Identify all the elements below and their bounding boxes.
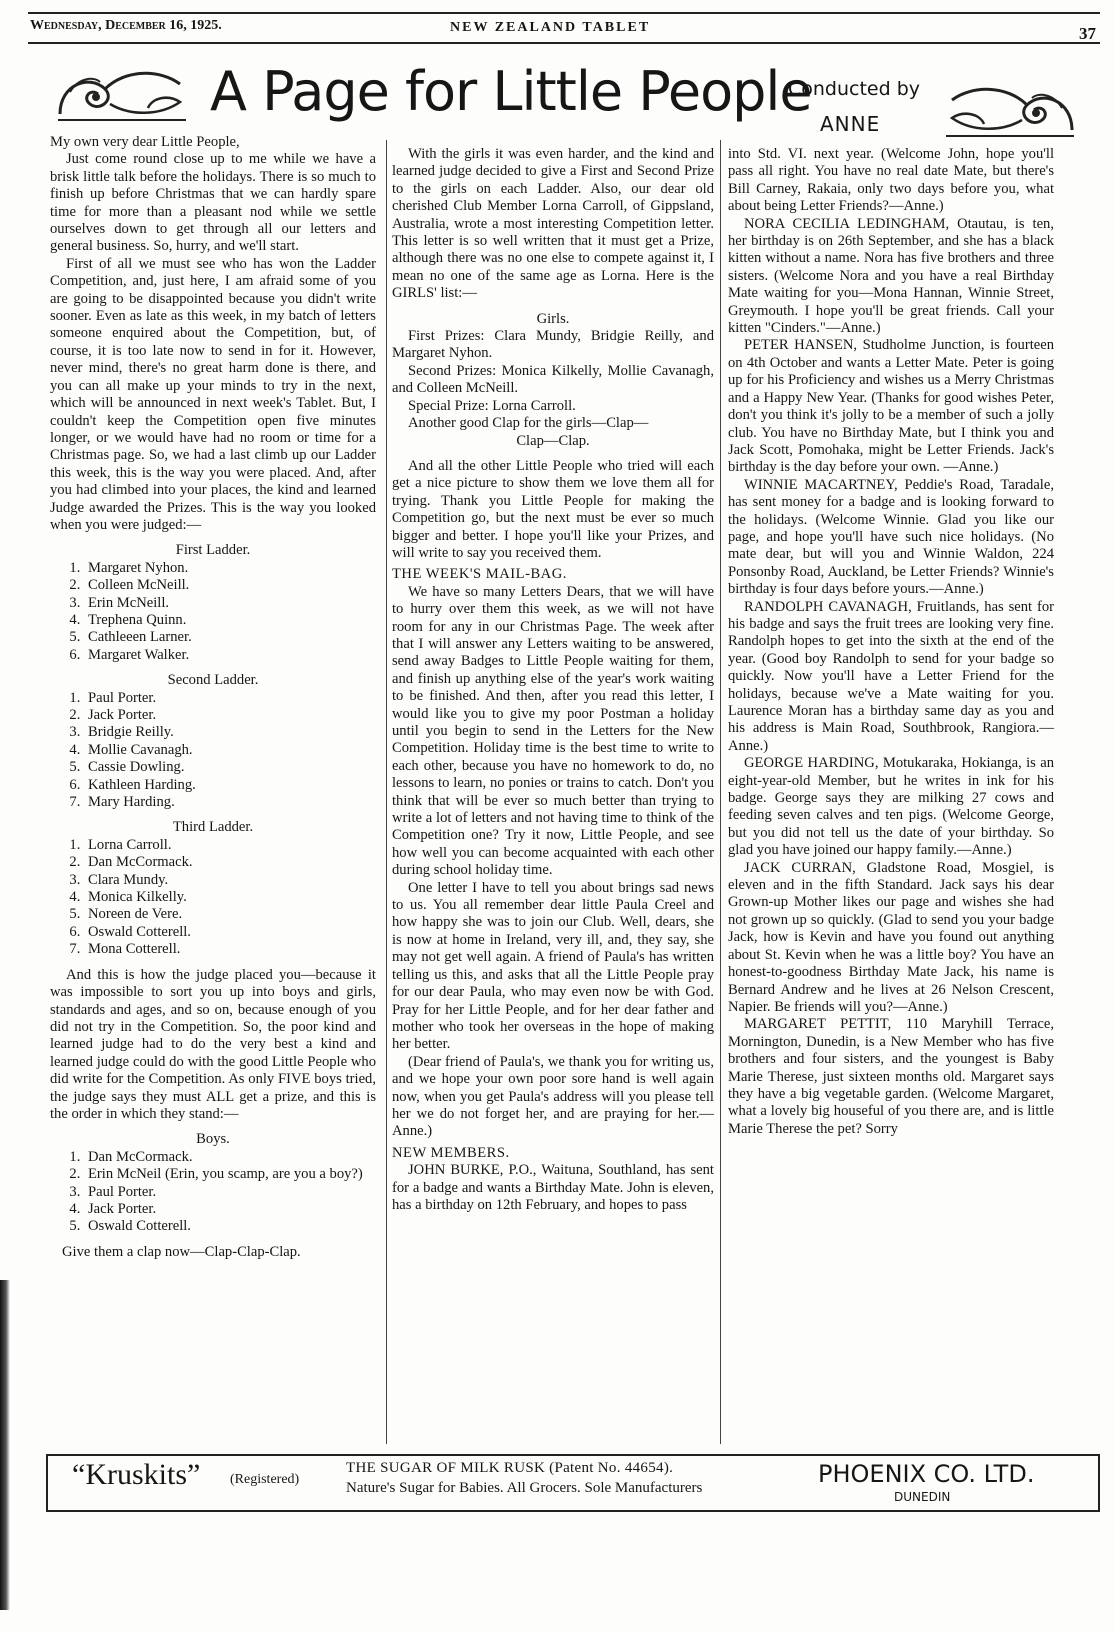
column-2: [392, 146, 714, 1214]
column-1: [50, 134, 376, 1261]
paragraph: NORA CECILIA LEDINGHAM, Otautau, is ten, her birthday is on 26th September, and she has a black kitten without a name. Nora has five brothers and three sisters. (Welcome Nora and you have a real Birthday Mate waiting for you—Mona Hannan, Winnie Street, Greymouth. I hope you'll be great friends. Call your kitten "Cinders."—Anne.): [728, 215, 1054, 337]
clap-line: Give them a clap now—Clap-Clap-Clap.: [62, 1243, 301, 1260]
list-item: 2. Erin McNeil (Erin, you scamp, are you a boy?): [84, 1166, 376, 1183]
list-item: 3. Bridgie Reilly.: [84, 724, 376, 741]
paragraph: MARGARET PETTIT, 110 Maryhill Terrace, Mornington, Dunedin, is a New Member who has five brothers and four sisters, and the youngest is Baby Marie Therese, just sixteen months old. Margaret says they have a big vegetable garden. (Welcome Margaret, what a lovely big houseful of you there are, and is little Marie Therese the pet? Sorry: [728, 1016, 1054, 1137]
list-item: 7. Mary Harding.: [84, 794, 376, 811]
paragraph: With the girls it was even harder, and the kind and learned judge decided to give a First and Second Prize to the girls on each Ladder. Also, our dear old cherished Club Member Lorna Carroll, of Gippsland, Australia, wrote a most interesting Competition letter. This letter is so well written that it must get a Prize, although there was no one else to compete against it, I mean no one of the same age as Lorna. Here is the GIRLS' list:—: [392, 146, 714, 302]
new-members-heading: NEW MEMBERS.: [392, 1144, 510, 1161]
kruskits-advert: [46, 1454, 1100, 1512]
list-item: 3. Clara Mundy.: [84, 872, 376, 889]
second-prizes: Second Prizes: Monica Kilkelly, Mollie Cavanagh, and Colleen McNeill.: [392, 362, 714, 397]
editor-name: ANNE: [820, 112, 881, 136]
list-item: 4. Jack Porter.: [84, 1201, 376, 1218]
page-edge-shadow: [0, 1280, 10, 1610]
scroll-ornament-left-icon: [50, 64, 190, 124]
list-item: 2. Jack Porter.: [84, 707, 376, 724]
paragraph: First of all we must see who has won the Ladder Competition, and, just here, I am afraid some of you are going to be disappointed because you didn't write sooner. Even as late as this week, in my batch of letters someone enquired about the Competition, but, of course, it is too late now to send in for it. However, never mind, there's no great harm done is there, and you can all make up your minds to try in the next, which will be announced in next week's Tablet. But, I couldn't keep the Competition open five minutes longer, or we would have had no room or time for a Christmas page. So, we had a last climb up our Ladder this week, this is the way you were placed. And, after you had climbed into your places, the kind and learned Judge awarded the Prizes. This is the way you looked when you were judged:—: [50, 255, 376, 533]
advert-line-1: THE SUGAR OF MILK RUSK (Patent No. 44654).: [346, 1460, 674, 1476]
paragraph: And this is how the judge placed you—because it was impossible to sort you up into boys and girls, standards and ages, and so on, because enough of you did not try in the Competition. So, the poor kind and learned judge had to do the very best a kind and learned judge could do with the good Little People who did write for the Competition. As only FIVE boys tried, the judge says they must ALL get a prize, and this is the order in which they stand:—: [50, 966, 376, 1122]
first-ladder-list: [50, 560, 376, 664]
list-item: 5. Noreen de Vere.: [84, 906, 376, 923]
paper-name: NEW ZEALAND TABLET: [450, 20, 651, 35]
column-3: [728, 146, 1054, 1138]
list-item: 1. Margaret Nyhon.: [84, 560, 376, 577]
list-item: 4. Trephena Quinn.: [84, 612, 376, 629]
advert-brand: “Kruskits”: [72, 1458, 201, 1491]
special-prize: Special Prize: Lorna Carroll.: [408, 397, 576, 414]
list-item: 2. Colleen McNeill.: [84, 577, 376, 594]
first-ladder-heading: First Ladder.: [175, 542, 251, 559]
paragraph: Just come round close up to me while we have a brisk little talk before the holidays. There is so much to finish up before Christmas that we can hardly spare time for more than a pleasant nod while we settle ourselves down to get through all our letters and general business. So, hurry, and we'll start.: [50, 151, 376, 255]
another-clap: Another good Clap for the girls—Clap—: [408, 415, 649, 432]
paragraph: (Dear friend of Paula's, we thank you for writing us, and we hope your own poor sore hand is well again now, when you get Paula's address will you please tell her we do not forget her, and are praying for her.—Anne.): [392, 1053, 714, 1140]
list-item: 5. Cassie Dowling.: [84, 759, 376, 776]
boys-list: [50, 1149, 376, 1236]
list-item: 6. Kathleen Harding.: [84, 777, 376, 794]
list-item: 1. Dan McCormack.: [84, 1149, 376, 1166]
paragraph: We have so many Letters Dears, that we will have to hurry over them this week, as we will not have room for any in our Christmas Page. The week after that I will answer any Letters waiting to be answered, send away Badges to Little People waiting for them, and finish up anything else of the year's work waiting to be finished. And then, after you read this letter, I would like you to give my poor Postman a holiday until you begin to send in the Letters for the New Competition. Holiday time is the best time to write to each other, because you have no homework to do, no lessons to learn, no ponies or trains to catch. Don't you think that will be ever so much better than trying to write a lot of letters and not having time to think of the Competition one? Try it now, Little People, and see how well you can become acquainted with each other during school holiday time.: [392, 583, 714, 879]
list-item: 1. Paul Porter.: [84, 690, 376, 707]
second-ladder-list: [50, 690, 376, 812]
issue-date: Wednesday, December 16, 1925.: [30, 18, 222, 33]
list-item: 5. Oswald Cotterell.: [84, 1218, 376, 1235]
boys-heading: Boys.: [196, 1131, 230, 1148]
page-number: 37: [1079, 24, 1096, 43]
mailbag-heading: THE WEEK'S MAIL-BAG.: [392, 566, 567, 583]
list-item: 1. Lorna Carroll.: [84, 837, 376, 854]
girls-heading: Girls.: [536, 310, 570, 327]
conducted-by-label: Conducted by: [788, 78, 921, 100]
advert-company: PHOENIX CO. LTD.: [818, 1460, 1035, 1488]
scroll-ornament-right-icon: [942, 80, 1082, 140]
header-rule-bottom: [28, 42, 1100, 44]
another-clap-cont: Clap—Clap.: [516, 432, 590, 449]
third-ladder-list: [50, 837, 376, 959]
second-ladder-heading: Second Ladder.: [167, 672, 259, 689]
paragraph: And all the other Little People who tried will each get a nice picture to show them we love them all for trying. Thank you Little People for making the Competition go, but the next must be ever so much bigger and better. I hope you'll like your Prizes, and will write to say you received them.: [392, 457, 714, 561]
list-item: 5. Cathleeen Larner.: [84, 629, 376, 646]
page-title: A Page for Little People: [210, 60, 812, 123]
paragraph: WINNIE MACARTNEY, Peddie's Road, Taradale, has sent money for a badge and is looking forward to the holidays. (Welcome Winnie. Glad you like our page, and hope you'll have such nice holidays. (No mate dear, but will you and Winnie Waldon, 224 Ponsonby Road, Auckland, be Letter Friends? Winnie's birthday is four days before yours.—Anne.): [728, 476, 1054, 598]
running-header: [30, 14, 1096, 43]
paragraph: JOHN BURKE, P.O., Waituna, Southland, has sent for a badge and wants a Birthday Mate. John is eleven, has a birthday on 12th February, and hopes to pass: [392, 1162, 714, 1213]
paragraph: JACK CURRAN, Gladstone Road, Mosgiel, is eleven and in the fifth Standard. Jack says his dear Grown-up Mother likes our page and wishes she had not grown up so quickly. (Glad to send you your badge Jack, how is Kevin and have you found out anything about St. Kevin when he was a little boy? You have an honest-to-goodness Birthday Mate Jack, his name is Bernard Andrew and he lives at 26 Nelson Crescent, Napier. Be friends will you?—Anne.): [728, 859, 1054, 1015]
column-rule-1: [386, 140, 387, 1444]
paragraph: PETER HANSEN, Studholme Junction, is fourteen on 4th October and wants a Letter Mate. Peter is going up for his Proficiency and wishes us a Merry Christmas and a Happy New Year. (Thanks for good wishes Peter, don't you think it's jolly to be a member of such a jolly club. You have no Birthday Mate, but I think you and Jack Scott, Pomohaka, might be Letter Friends. Jack's birthday is the day before your own. —Anne.): [728, 337, 1054, 476]
advert-city: DUNEDIN: [894, 1490, 951, 1504]
third-ladder-heading: Third Ladder.: [172, 819, 254, 836]
list-item: 3. Erin McNeill.: [84, 595, 376, 612]
greeting: My own very dear Little People,: [50, 134, 240, 150]
list-item: 6. Oswald Cotterell.: [84, 924, 376, 941]
list-item: 4. Monica Kilkelly.: [84, 889, 376, 906]
advert-line-2: Nature's Sugar for Babies. All Grocers. Sole Manufacturers: [346, 1480, 703, 1496]
paragraph: RANDOLPH CAVANAGH, Fruitlands, has sent for his badge and says the fruit trees are looking very fine. Randolph hopes to get into the sixth at the end of the year. (Good boy Randolph to send for your badge so quickly. Now you'll have a Letter Friend for the holidays, because we've a Mate waiting for you. Laurence Moran has a birthday same day as you and his address is Main Road, Southbrook, Rangiora.—Anne.): [728, 598, 1054, 754]
list-item: 6. Margaret Walker.: [84, 647, 376, 664]
column-rule-2: [720, 140, 721, 1444]
header-rule-top: [28, 12, 1100, 14]
list-item: 4. Mollie Cavanagh.: [84, 742, 376, 759]
list-item: 7. Mona Cotterell.: [84, 941, 376, 958]
paragraph: One letter I have to tell you about brings sad news to us. You all remember dear little Paula Creel and how happy she was to join our Club. Well, dears, she is now at home in Ireland, very ill, and, they say, she may not get well again. A friend of Paula's has written telling us this, and asks that all the Little People pray for our dear Paula, who may even now be with God. Pray for her Little People, and for her dear father and mother who took her overseas in the hope of making her better.: [392, 879, 714, 1053]
paragraph: into Std. VI. next year. (Welcome John, hope you'll pass all right. You have no real date Mate, but there's Bill Carney, Rakaia, only two days before you, what about being Letter Friends?—Anne.): [728, 146, 1054, 215]
first-prizes: First Prizes: Clara Mundy, Bridgie Reilly, and Margaret Nyhon.: [392, 328, 714, 362]
advert-registered: (Registered): [230, 1472, 300, 1487]
list-item: 3. Paul Porter.: [84, 1184, 376, 1201]
list-item: 2. Dan McCormack.: [84, 854, 376, 871]
paragraph: GEORGE HARDING, Motukaraka, Hokianga, is an eight-year-old Member, but he writes in ink for his badge. George says they are milking 27 cows and feeding seven calves and ten pigs. (Welcome George, but you did not tell us the date of your birthday. So glad you have joined our happy family.—Anne.): [728, 755, 1054, 859]
